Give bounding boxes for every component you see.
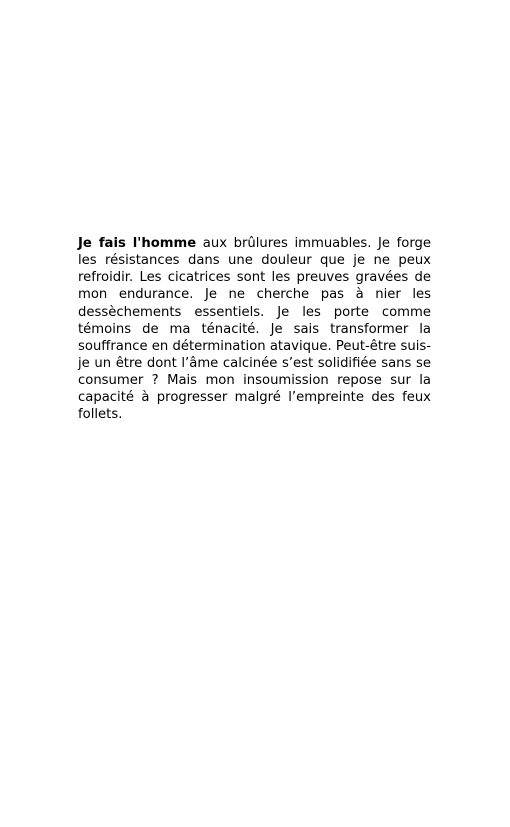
paragraph-lead: Je fais l'homme	[78, 236, 197, 252]
body-paragraph	[78, 235, 431, 423]
paragraph-text: aux brûlures immuables. Je forge les résistances dans une douleur que je ne peux refroidir. Les cicatrices sont les preuves gravées de mon endurance. Je ne cherche pas à nier les dessèchements essentiels. Je les porte comme témoins de ma ténacité. Je sais transformer la souffrance en détermination atavique. Peut-être suis-je un être dont l’âme calcinée s’est solidifiée sans se consumer ? Mais mon insoumission repose sur la capacité à progresser malgré l’empreinte des feux follets.	[78, 236, 431, 423]
